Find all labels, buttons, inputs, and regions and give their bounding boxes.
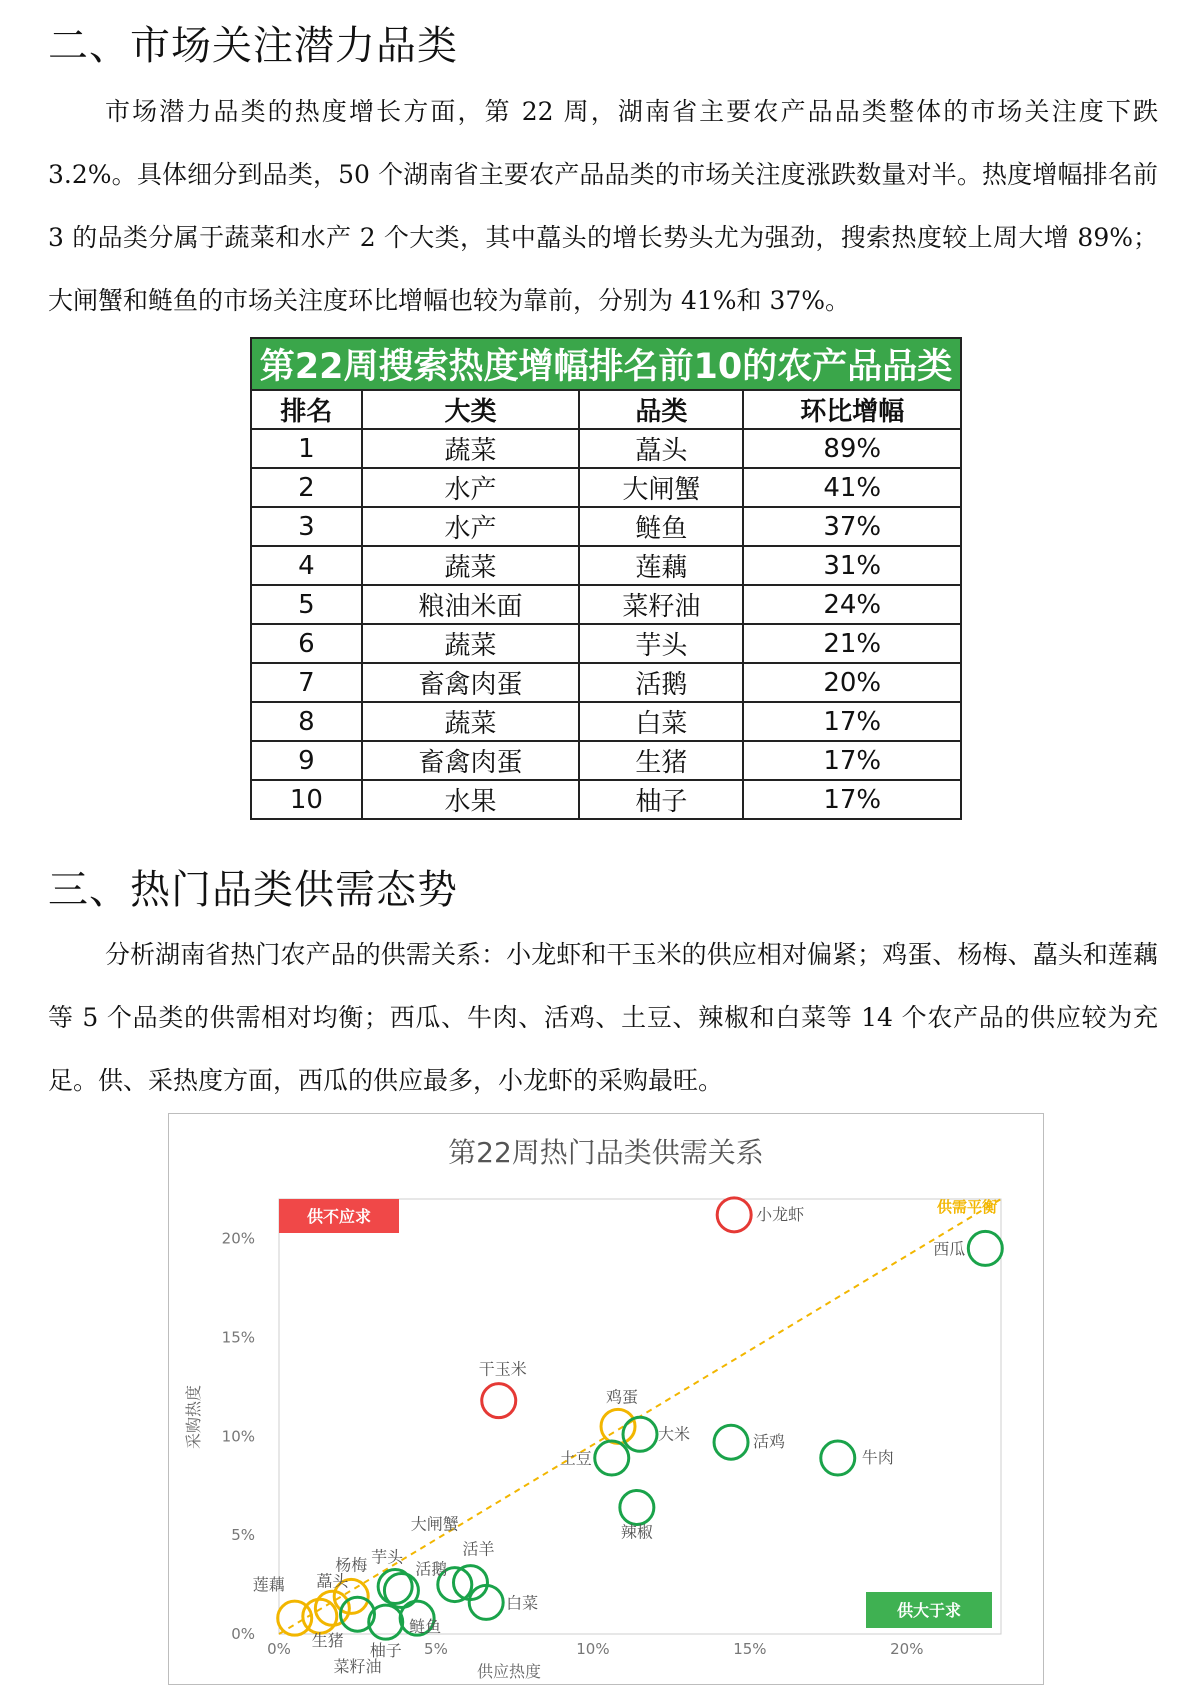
y-tick-label: 5% bbox=[231, 1526, 255, 1545]
section2-heading: 二、市场关注潜力品类 bbox=[48, 23, 458, 69]
table-row bbox=[251, 546, 961, 585]
ranking-table bbox=[250, 337, 962, 820]
point-7 bbox=[595, 1441, 629, 1475]
point-5 bbox=[714, 1425, 748, 1459]
point-label: 菜籽油 bbox=[333, 1657, 382, 1677]
surplus-label: 供大于求 bbox=[896, 1601, 962, 1620]
category-cell: 畜禽肉蛋 bbox=[362, 663, 580, 702]
category-cell: 蔬菜 bbox=[362, 702, 580, 741]
point-label: 活羊 bbox=[462, 1539, 495, 1559]
rank-cell: 1 bbox=[251, 429, 362, 468]
point-6 bbox=[821, 1441, 855, 1475]
shortage-label: 供不应求 bbox=[306, 1207, 372, 1226]
category-cell: 水果 bbox=[362, 780, 580, 819]
growth-cell: 21% bbox=[743, 624, 961, 663]
point-label: 辣椒 bbox=[620, 1522, 653, 1542]
x-axis-label: 供应热度 bbox=[476, 1662, 542, 1681]
rank-cell: 7 bbox=[251, 663, 362, 702]
point-label: 杨梅 bbox=[335, 1555, 368, 1575]
point-label: 莲藕 bbox=[252, 1575, 285, 1595]
rank-cell: 4 bbox=[251, 546, 362, 585]
growth-cell: 24% bbox=[743, 585, 961, 624]
header-growth: 环比增幅 bbox=[743, 390, 961, 429]
x-tick-label: 20% bbox=[890, 1640, 924, 1658]
category-cell: 水产 bbox=[362, 468, 580, 507]
point-label: 芋头 bbox=[371, 1547, 404, 1567]
supply-demand-chart bbox=[168, 1113, 1044, 1685]
section3-paragraph: 分析湖南省热门农产品的供需关系：小龙虾和干玉米的供应相对偏紧；鸡蛋、杨梅、藠头和莲藕等 5 个品类的供需相对均衡；西瓜、牛肉、活鸡、土豆、辣椒和白菜等 14 个农产品的供应较为充足。供、采热度方面，西瓜的供应最多，小龙虾的采购最旺。 bbox=[48, 940, 1158, 1095]
point-label: 鲢鱼 bbox=[409, 1617, 442, 1637]
rank-cell: 8 bbox=[251, 702, 362, 741]
point-label: 藠头 bbox=[316, 1571, 349, 1591]
item-cell: 莲藕 bbox=[579, 546, 743, 585]
growth-cell: 31% bbox=[743, 546, 961, 585]
category-cell: 蔬菜 bbox=[362, 546, 580, 585]
table-row bbox=[251, 780, 961, 819]
point-1 bbox=[968, 1231, 1002, 1265]
item-cell: 藠头 bbox=[579, 429, 743, 468]
chart-svg bbox=[169, 1114, 1043, 1684]
point-label: 生猪 bbox=[311, 1631, 344, 1651]
point-label: 大米 bbox=[658, 1424, 691, 1444]
item-cell: 生猪 bbox=[579, 741, 743, 780]
x-tick-label: 5% bbox=[424, 1640, 448, 1658]
point-label: 牛肉 bbox=[861, 1448, 894, 1468]
point-2 bbox=[482, 1384, 516, 1418]
growth-cell: 89% bbox=[743, 429, 961, 468]
table-row bbox=[251, 663, 961, 702]
growth-cell: 17% bbox=[743, 780, 961, 819]
rank-cell: 9 bbox=[251, 741, 362, 780]
y-tick-label: 0% bbox=[231, 1625, 255, 1643]
point-8 bbox=[620, 1490, 654, 1524]
category-cell: 蔬菜 bbox=[362, 429, 580, 468]
category-cell: 水产 bbox=[362, 507, 580, 546]
header-item: 品类 bbox=[579, 390, 743, 429]
point-label: 小龙虾 bbox=[756, 1204, 805, 1224]
rank-cell: 2 bbox=[251, 468, 362, 507]
item-cell: 白菜 bbox=[579, 702, 743, 741]
section3-heading: 三、热门品类供需态势 bbox=[48, 867, 458, 913]
category-cell: 蔬菜 bbox=[362, 624, 580, 663]
table-row bbox=[251, 585, 961, 624]
rank-cell: 10 bbox=[251, 780, 362, 819]
chart-title: 第22周热门品类供需关系 bbox=[448, 1136, 764, 1169]
table-row bbox=[251, 468, 961, 507]
section2-paragraph: 市场潜力品类的热度增长方面，第 22 周，湖南省主要农产品品类整体的市场关注度下跌 3.2%。具体细分到品类，50 个湖南省主要农产品品类的市场关注度涨跌数量对半。热度增幅排名前 3 的品类分属于蔬菜和水产 2 个大类，其中藠头的增长势头尤为强劲，搜索热度较上周大增 89%；大闸蟹和鲢鱼的市场关注度环比增幅也较为靠前，分别为 41%和 37%。 bbox=[48, 97, 1158, 315]
balance-line-label: 供需平衡 bbox=[936, 1198, 997, 1216]
item-cell: 菜籽油 bbox=[579, 585, 743, 624]
y-axis-label: 采购热度 bbox=[184, 1384, 203, 1450]
point-label: 白菜 bbox=[506, 1593, 539, 1613]
rank-cell: 5 bbox=[251, 585, 362, 624]
point-4 bbox=[623, 1417, 657, 1451]
point-label: 活鹅 bbox=[415, 1559, 448, 1579]
category-cell: 粮油米面 bbox=[362, 585, 580, 624]
point-label: 干玉米 bbox=[478, 1359, 527, 1379]
point-3 bbox=[601, 1409, 635, 1443]
growth-cell: 17% bbox=[743, 741, 961, 780]
table-body bbox=[251, 429, 961, 819]
table-row bbox=[251, 741, 961, 780]
y-tick-label: 10% bbox=[221, 1427, 255, 1446]
x-tick-label: 10% bbox=[576, 1640, 610, 1658]
item-cell: 大闸蟹 bbox=[579, 468, 743, 507]
point-label: 活鸡 bbox=[753, 1432, 786, 1452]
growth-cell: 37% bbox=[743, 507, 961, 546]
item-cell: 活鹅 bbox=[579, 663, 743, 702]
point-label: 土豆 bbox=[559, 1449, 592, 1469]
table-row bbox=[251, 429, 961, 468]
growth-cell: 41% bbox=[743, 468, 961, 507]
category-cell: 畜禽肉蛋 bbox=[362, 741, 580, 780]
table-caption: 第22周搜索热度增幅排名前10的农产品品类 bbox=[251, 338, 961, 390]
table-row bbox=[251, 624, 961, 663]
growth-cell: 20% bbox=[743, 663, 961, 702]
y-tick-label: 20% bbox=[221, 1229, 255, 1248]
point-label: 大闸蟹 bbox=[410, 1514, 459, 1534]
point-label: 柚子 bbox=[369, 1641, 402, 1661]
table-row bbox=[251, 507, 961, 546]
growth-cell: 17% bbox=[743, 702, 961, 741]
item-cell: 柚子 bbox=[579, 780, 743, 819]
table-header-row bbox=[251, 390, 961, 429]
rank-cell: 6 bbox=[251, 624, 362, 663]
x-tick-label: 15% bbox=[733, 1640, 767, 1658]
point-0 bbox=[717, 1198, 751, 1232]
header-category: 大类 bbox=[362, 390, 580, 429]
y-tick-label: 15% bbox=[221, 1328, 255, 1347]
rank-cell: 3 bbox=[251, 507, 362, 546]
x-tick-label: 0% bbox=[267, 1640, 291, 1658]
header-rank: 排名 bbox=[251, 390, 362, 429]
item-cell: 鲢鱼 bbox=[579, 507, 743, 546]
point-label: 西瓜 bbox=[933, 1239, 966, 1259]
point-label: 鸡蛋 bbox=[606, 1387, 639, 1407]
table-row bbox=[251, 702, 961, 741]
item-cell: 芋头 bbox=[579, 624, 743, 663]
